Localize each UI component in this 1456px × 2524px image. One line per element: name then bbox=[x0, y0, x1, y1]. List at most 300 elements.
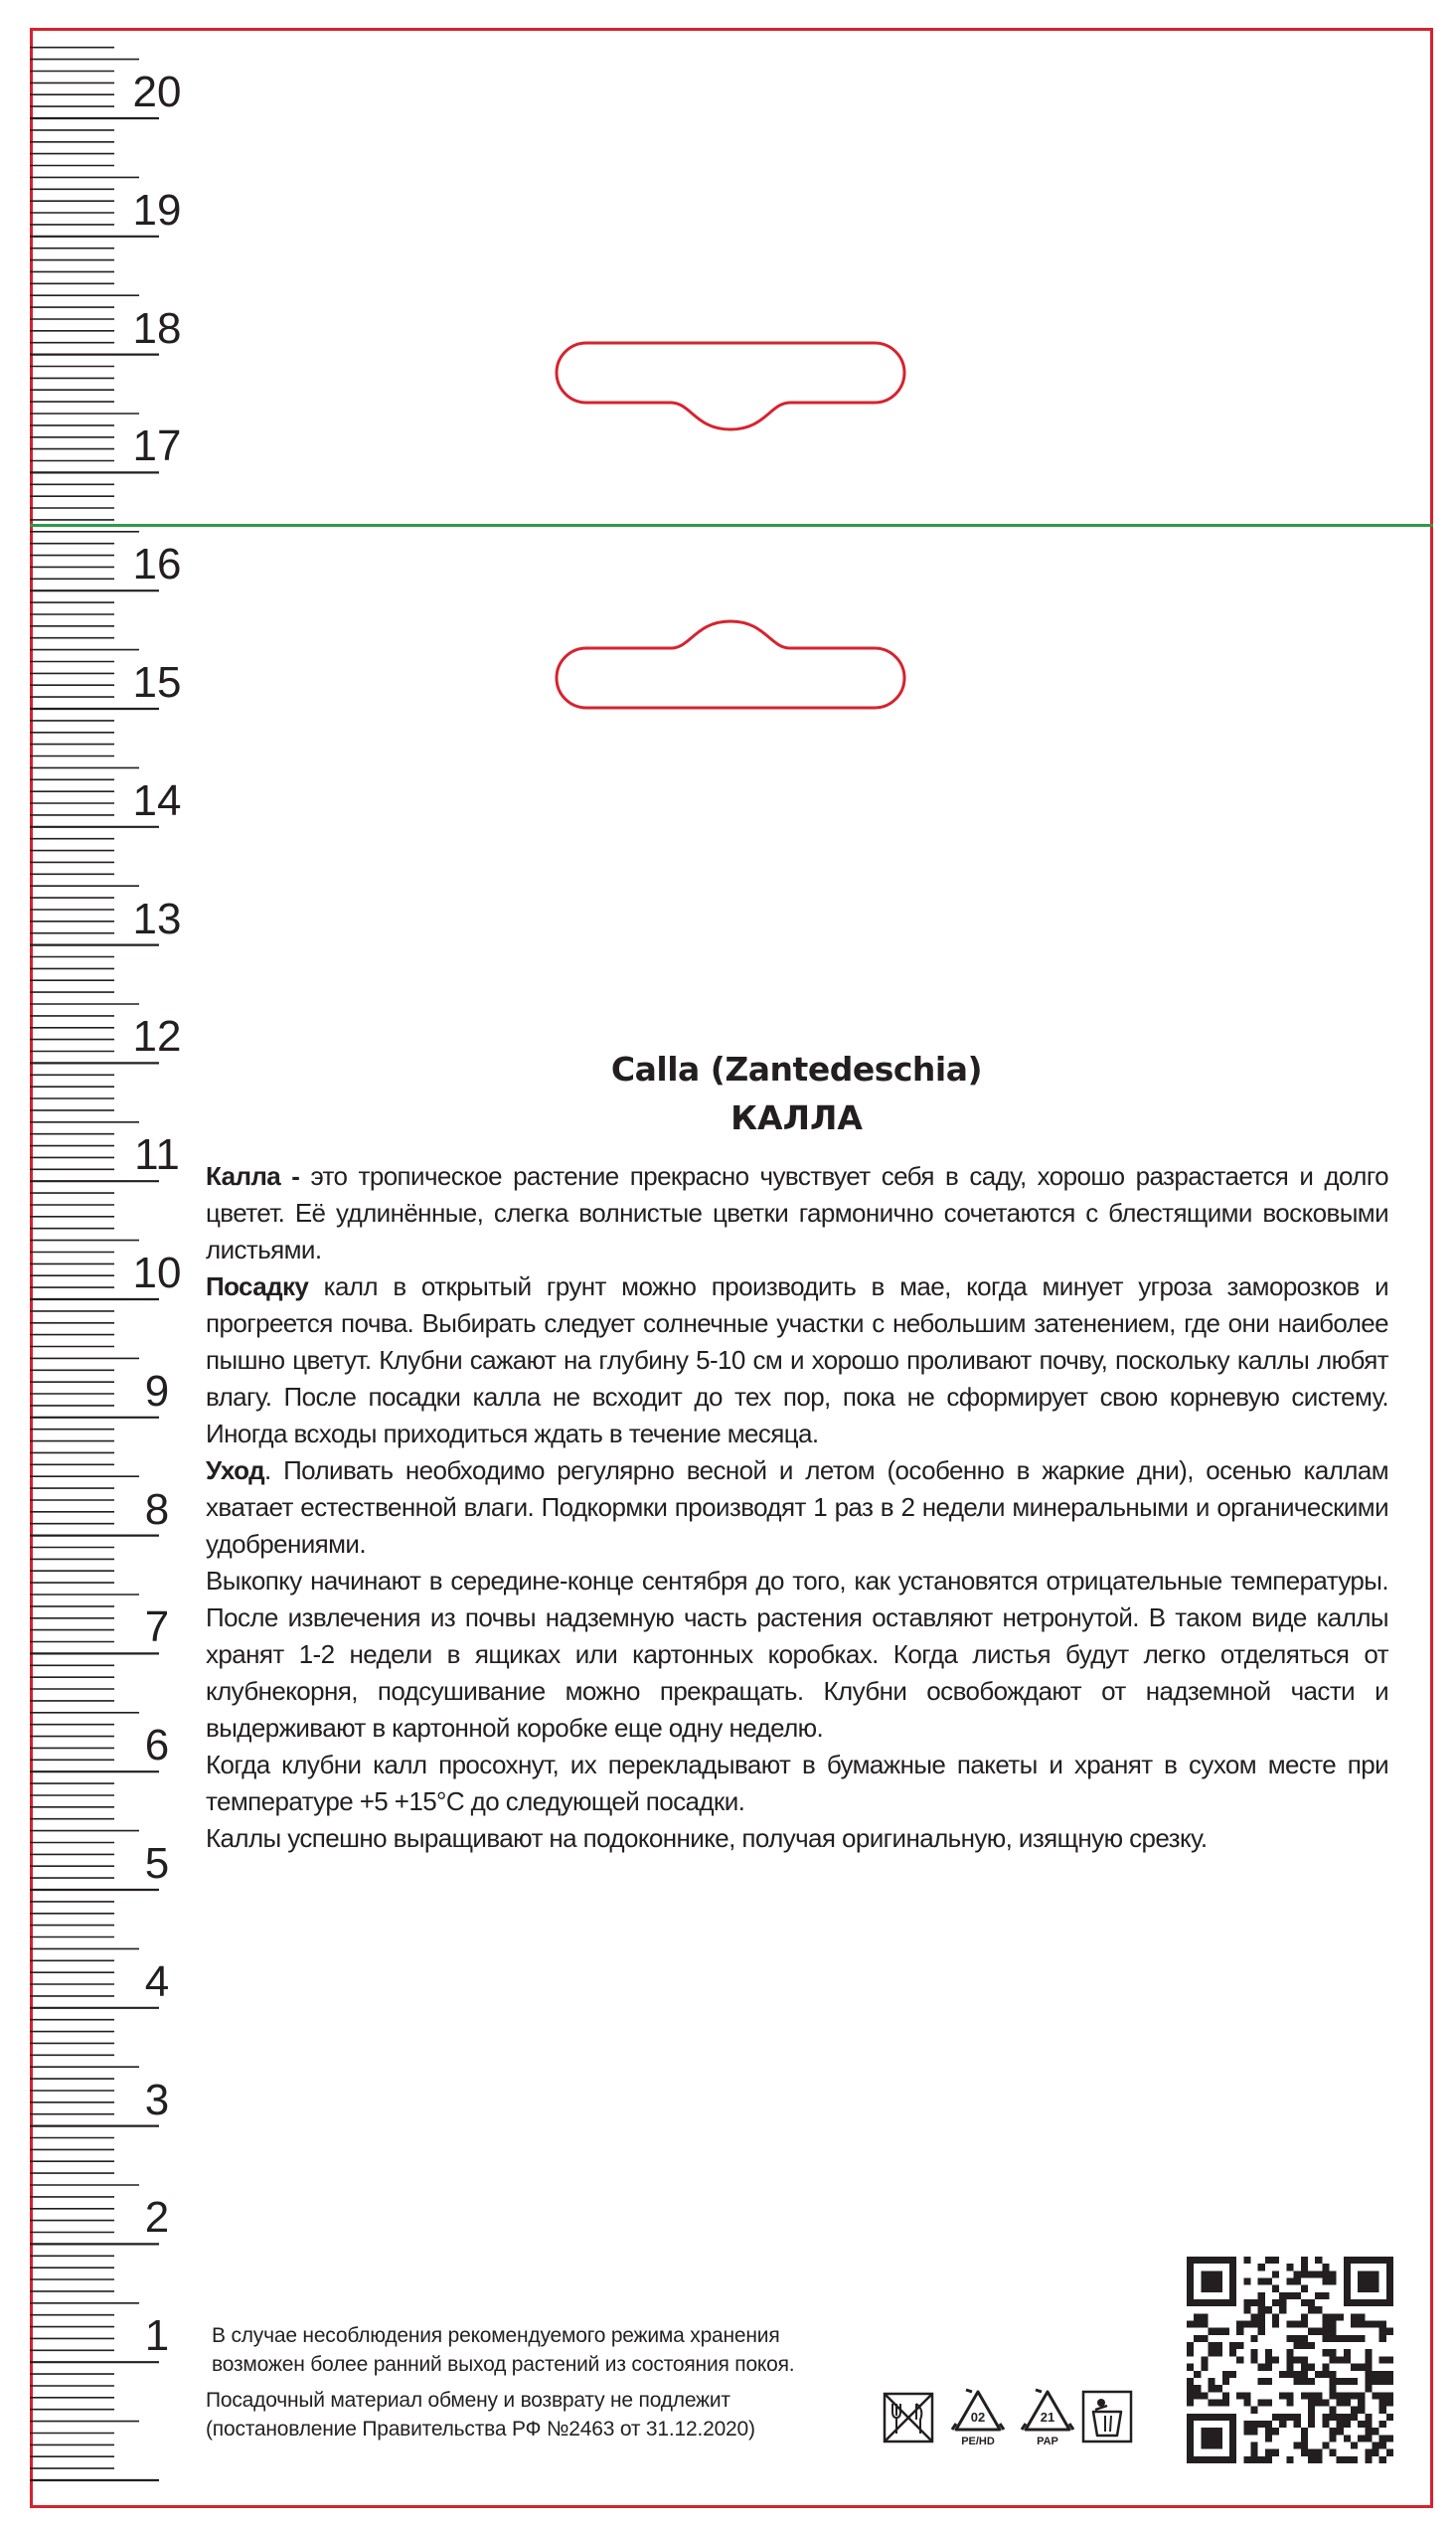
qr-module bbox=[1187, 2285, 1194, 2292]
ruler-number: 10 bbox=[132, 1249, 182, 1297]
packaging-marks bbox=[881, 2386, 1139, 2449]
paragraph-care bbox=[206, 1452, 1388, 1563]
fold-line bbox=[30, 524, 1433, 527]
qr-module bbox=[1358, 2392, 1365, 2399]
qr-module bbox=[1344, 2349, 1351, 2356]
ruler-number: 2 bbox=[144, 2193, 170, 2243]
qr-module bbox=[1351, 2414, 1358, 2421]
qr-module bbox=[1294, 2441, 1301, 2448]
qr-module bbox=[1329, 2414, 1336, 2421]
qr-module bbox=[1209, 2328, 1215, 2335]
qr-module bbox=[1251, 2335, 1258, 2342]
qr-module bbox=[1187, 2278, 1194, 2285]
qr-module bbox=[1301, 2271, 1308, 2277]
qr-module bbox=[1372, 2285, 1378, 2292]
qr-module bbox=[1265, 2449, 1272, 2456]
qr-module bbox=[1322, 2364, 1329, 2371]
ruler-number: 11 bbox=[134, 1130, 180, 1180]
qr-module bbox=[1379, 2378, 1386, 2385]
qr-module bbox=[1258, 2313, 1265, 2320]
qr-module bbox=[1358, 2399, 1365, 2406]
qr-module bbox=[1379, 2421, 1386, 2428]
qr-module bbox=[1251, 2299, 1258, 2306]
qr-module bbox=[1209, 2399, 1215, 2406]
qr-module bbox=[1279, 2421, 1286, 2428]
qr-module bbox=[1251, 2456, 1258, 2463]
qr-module bbox=[1337, 2428, 1344, 2435]
qr-module bbox=[1379, 2399, 1386, 2406]
qr-module bbox=[1243, 2456, 1250, 2463]
qr-module bbox=[1187, 2392, 1194, 2399]
qr-module bbox=[1222, 2456, 1229, 2463]
qr-module bbox=[1386, 2392, 1393, 2399]
qr-module bbox=[1265, 2356, 1272, 2363]
qr-module bbox=[1386, 2356, 1393, 2363]
qr-module bbox=[1258, 2292, 1265, 2299]
qr-module bbox=[1365, 2271, 1372, 2277]
qr-module bbox=[1229, 2428, 1236, 2435]
qr-module bbox=[1187, 2271, 1194, 2277]
qr-module bbox=[1229, 2435, 1236, 2441]
qr-module bbox=[1365, 2356, 1372, 2363]
qr-module bbox=[1372, 2257, 1378, 2264]
qr-module bbox=[1229, 2349, 1236, 2356]
qr-module bbox=[1315, 2328, 1322, 2335]
qr-module bbox=[1351, 2335, 1358, 2342]
qr-module bbox=[1243, 2278, 1250, 2285]
qr-module bbox=[1187, 2378, 1194, 2385]
qr-module bbox=[1243, 2321, 1250, 2328]
qr-module bbox=[1215, 2285, 1222, 2292]
qr-module bbox=[1322, 2349, 1329, 2356]
qr-module bbox=[1344, 2456, 1351, 2463]
qr-module bbox=[1337, 2421, 1344, 2428]
ruler-number: 18 bbox=[132, 303, 182, 353]
qr-module bbox=[1258, 2321, 1265, 2328]
qr-module bbox=[1187, 2385, 1194, 2392]
qr-module bbox=[1265, 2428, 1272, 2435]
qr-module bbox=[1215, 2328, 1222, 2335]
qr-module bbox=[1187, 2342, 1194, 2349]
qr-module bbox=[1365, 2364, 1372, 2371]
qr-module bbox=[1272, 2449, 1279, 2456]
qr-module bbox=[1329, 2385, 1336, 2392]
qr-module bbox=[1209, 2428, 1215, 2435]
qr-module bbox=[1294, 2378, 1301, 2385]
qr-module bbox=[1308, 2399, 1315, 2406]
ruler-number: 19 bbox=[132, 185, 182, 235]
qr-module bbox=[1322, 2421, 1329, 2428]
qr-module bbox=[1243, 2299, 1250, 2306]
qr-module bbox=[1229, 2285, 1236, 2292]
paragraph-text: Каллы успешно выращивают на подоконнике, получая оригинальную, изящную срезку. bbox=[206, 1823, 1208, 1853]
qr-module bbox=[1294, 2356, 1301, 2363]
qr-module bbox=[1301, 2264, 1308, 2271]
qr-module bbox=[1358, 2299, 1365, 2306]
qr-module bbox=[1229, 2449, 1236, 2456]
qr-module bbox=[1322, 2278, 1329, 2285]
qr-module bbox=[1229, 2371, 1236, 2378]
return-policy-line: Посадочный материал обмену и возврату не подлежит bbox=[206, 2389, 730, 2412]
qr-module bbox=[1322, 2441, 1329, 2448]
qr-module bbox=[1222, 2399, 1229, 2406]
qr-module bbox=[1301, 2392, 1308, 2399]
qr-module bbox=[1358, 2257, 1365, 2264]
qr-module bbox=[1251, 2428, 1258, 2435]
care-instructions bbox=[206, 1158, 1388, 1857]
qr-module bbox=[1308, 2328, 1315, 2335]
qr-module bbox=[1308, 2378, 1315, 2385]
storage-warning-line: возможен более ранний выход растений из состояния покоя. bbox=[212, 2353, 795, 2376]
paragraph-text: это тропическое растение прекрасно чувствует себя в саду, хорошо разрастается и долго цветет. Её удлинённые, слегка волнистые цветки гармонично сочетаются с блестящими восковыми листьями. bbox=[206, 1161, 1389, 1264]
qr-module bbox=[1358, 2278, 1365, 2285]
qr-module bbox=[1301, 2356, 1308, 2363]
qr-module bbox=[1215, 2428, 1222, 2435]
qr-module bbox=[1243, 2428, 1250, 2435]
qr-module bbox=[1215, 2342, 1222, 2349]
qr-module bbox=[1329, 2278, 1336, 2285]
qr-module bbox=[1344, 2335, 1351, 2342]
qr-module bbox=[1229, 2271, 1236, 2277]
qr-module bbox=[1337, 2335, 1344, 2342]
qr-module bbox=[1187, 2435, 1194, 2441]
qr-module bbox=[1379, 2321, 1386, 2328]
qr-module bbox=[1344, 2299, 1351, 2306]
qr-module bbox=[1358, 2271, 1365, 2277]
qr-module bbox=[1215, 2399, 1222, 2406]
qr-module bbox=[1329, 2378, 1336, 2385]
qr-module bbox=[1351, 2257, 1358, 2264]
qr-module bbox=[1344, 2292, 1351, 2299]
qr-module bbox=[1329, 2407, 1336, 2414]
qr-module bbox=[1351, 2299, 1358, 2306]
qr-module bbox=[1229, 2278, 1236, 2285]
qr-module bbox=[1294, 2321, 1301, 2328]
qr-module bbox=[1187, 2321, 1194, 2328]
qr-module bbox=[1365, 2257, 1372, 2264]
qr-module bbox=[1365, 2449, 1372, 2456]
qr-module bbox=[1209, 2385, 1215, 2392]
qr-module bbox=[1301, 2371, 1308, 2378]
qr-module bbox=[1215, 2349, 1222, 2356]
ruler-number: 12 bbox=[132, 1012, 182, 1062]
qr-module bbox=[1386, 2264, 1393, 2271]
qr-module bbox=[1386, 2449, 1393, 2456]
qr-module bbox=[1315, 2292, 1322, 2299]
qr-module bbox=[1286, 2456, 1293, 2463]
qr-module bbox=[1187, 2364, 1194, 2371]
qr-module bbox=[1301, 2428, 1308, 2435]
qr-module bbox=[1379, 2299, 1386, 2306]
qr-module bbox=[1372, 2299, 1378, 2306]
qr-module bbox=[1308, 2306, 1315, 2313]
qr-module bbox=[1209, 2435, 1215, 2441]
qr-module bbox=[1358, 2335, 1365, 2342]
qr-module bbox=[1286, 2356, 1293, 2363]
pe-hd-code: 02 bbox=[970, 2410, 986, 2425]
qr-module bbox=[1209, 2271, 1215, 2277]
qr-module bbox=[1229, 2414, 1236, 2421]
paragraph-text: калл в открытый грунт можно производить в мае, когда минует угроза заморозков и прогреется почва. Выбирать следует солнечные участки с небольшим затенением, где они наиболее пышно цветут. Клубни сажают на глубину 5-10 см и хорошо проливают почву, поскольку каллы любят влагу. После посадки калла не всходит до тех пор, пока не сформирует свою корневую систему. Иногда всходы приходиться ждать в течение месяца. bbox=[206, 1271, 1388, 1448]
qr-module bbox=[1209, 2278, 1215, 2285]
qr-module bbox=[1358, 2313, 1365, 2320]
qr-module bbox=[1294, 2278, 1301, 2285]
ruler-number: 15 bbox=[132, 658, 182, 707]
qr-module bbox=[1294, 2421, 1301, 2428]
qr-module bbox=[1315, 2456, 1322, 2463]
qr-module bbox=[1365, 2456, 1372, 2463]
qr-module bbox=[1209, 2257, 1215, 2264]
qr-module bbox=[1301, 2321, 1308, 2328]
qr-module bbox=[1337, 2378, 1344, 2385]
qr-module bbox=[1301, 2378, 1308, 2385]
qr-module bbox=[1265, 2399, 1272, 2406]
qr-module bbox=[1187, 2349, 1194, 2356]
qr-module bbox=[1222, 2257, 1229, 2264]
qr-module bbox=[1209, 2299, 1215, 2306]
qr-module bbox=[1201, 2435, 1208, 2441]
qr-module bbox=[1209, 2378, 1215, 2385]
qr-module bbox=[1315, 2449, 1322, 2456]
qr-module bbox=[1386, 2414, 1393, 2421]
qr-module bbox=[1386, 2292, 1393, 2299]
qr-module bbox=[1258, 2306, 1265, 2313]
qr-module bbox=[1251, 2441, 1258, 2448]
qr-module bbox=[1344, 2278, 1351, 2285]
qr-module bbox=[1372, 2441, 1378, 2448]
qr-module bbox=[1265, 2306, 1272, 2313]
qr-module bbox=[1265, 2421, 1272, 2428]
ruler-number: 1 bbox=[144, 2311, 170, 2361]
qr-module bbox=[1187, 2449, 1194, 2456]
qr-module bbox=[1187, 2299, 1194, 2306]
qr-module bbox=[1229, 2456, 1236, 2463]
latin-title: Calla (Zantedeschia) bbox=[610, 1050, 983, 1089]
qr-module bbox=[1301, 2364, 1308, 2371]
qr-module bbox=[1194, 2392, 1201, 2399]
qr-module bbox=[1322, 2292, 1329, 2299]
qr-module bbox=[1337, 2313, 1344, 2320]
qr-module bbox=[1258, 2299, 1265, 2306]
qr-module bbox=[1272, 2299, 1279, 2306]
qr-module bbox=[1365, 2371, 1372, 2378]
qr-module bbox=[1315, 2399, 1322, 2406]
qr-module bbox=[1209, 2456, 1215, 2463]
qr-module bbox=[1194, 2335, 1201, 2342]
qr-module bbox=[1379, 2257, 1386, 2264]
qr-module bbox=[1194, 2414, 1201, 2421]
qr-module bbox=[1209, 2342, 1215, 2349]
qr-module bbox=[1358, 2435, 1365, 2441]
paragraph-lead: Посадку bbox=[206, 1271, 309, 1301]
qr-module bbox=[1329, 2392, 1336, 2399]
qr-module bbox=[1286, 2399, 1293, 2406]
qr-module bbox=[1201, 2356, 1208, 2363]
paragraph-text: . Поливать необходимо регулярно весной и летом (особенно в жаркие дни), осенью каллам хватает естественной влаги. Подкормки производят 1 раз в 2 недели минеральными и органическими удобрениями. bbox=[206, 1455, 1388, 1559]
qr-module bbox=[1201, 2414, 1208, 2421]
qr-module bbox=[1215, 2278, 1222, 2285]
ruler-number: 14 bbox=[132, 775, 182, 825]
qr-module bbox=[1201, 2285, 1208, 2292]
ruler-number: 17 bbox=[132, 421, 182, 471]
qr-module bbox=[1272, 2257, 1279, 2264]
qr-module bbox=[1379, 2356, 1386, 2363]
title-block bbox=[203, 1046, 1390, 1143]
recycle-pe-hd-icon bbox=[950, 2386, 1006, 2449]
qr-module bbox=[1294, 2414, 1301, 2421]
qr-module bbox=[1272, 2285, 1279, 2292]
qr-module bbox=[1329, 2449, 1336, 2456]
qr-module bbox=[1229, 2299, 1236, 2306]
qr-module bbox=[1329, 2349, 1336, 2356]
qr-module bbox=[1286, 2371, 1293, 2378]
qr-module bbox=[1386, 2271, 1393, 2277]
qr-module bbox=[1222, 2299, 1229, 2306]
qr-module bbox=[1251, 2313, 1258, 2320]
qr-module bbox=[1215, 2299, 1222, 2306]
qr-module bbox=[1215, 2441, 1222, 2448]
qr-module bbox=[1251, 2449, 1258, 2456]
qr-module bbox=[1265, 2378, 1272, 2385]
qr-module bbox=[1243, 2421, 1250, 2428]
qr-module bbox=[1322, 2271, 1329, 2277]
qr-module bbox=[1215, 2456, 1222, 2463]
ruler-number: 9 bbox=[144, 1366, 170, 1416]
qr-module bbox=[1265, 2349, 1272, 2356]
qr-module bbox=[1329, 2271, 1336, 2277]
qr-module bbox=[1315, 2306, 1322, 2313]
qr-module bbox=[1201, 2321, 1208, 2328]
qr-module bbox=[1308, 2456, 1315, 2463]
qr-module bbox=[1344, 2356, 1351, 2363]
qr-module bbox=[1187, 2264, 1194, 2271]
qr-module bbox=[1379, 2371, 1386, 2378]
qr-module bbox=[1308, 2342, 1315, 2349]
qr-module bbox=[1315, 2392, 1322, 2399]
paragraph-windowsill bbox=[206, 1820, 1388, 1857]
qr-module bbox=[1236, 2356, 1243, 2363]
qr-module bbox=[1251, 2356, 1258, 2363]
qr-module bbox=[1251, 2407, 1258, 2414]
qr-module bbox=[1301, 2299, 1308, 2306]
paragraph-lead: Уход bbox=[206, 1455, 264, 1485]
qr-module bbox=[1344, 2285, 1351, 2292]
paragraph-planting bbox=[206, 1268, 1388, 1452]
qr-module bbox=[1365, 2435, 1372, 2441]
qr-module bbox=[1236, 2392, 1243, 2399]
qr-module bbox=[1229, 2257, 1236, 2264]
qr-module bbox=[1215, 2435, 1222, 2441]
qr-module bbox=[1365, 2278, 1372, 2285]
qr-module bbox=[1301, 2257, 1308, 2264]
qr-module bbox=[1279, 2392, 1286, 2399]
qr-module bbox=[1301, 2449, 1308, 2456]
qr-module bbox=[1322, 2414, 1329, 2421]
qr-module bbox=[1215, 2271, 1222, 2277]
qr-module bbox=[1337, 2399, 1344, 2406]
qr-module bbox=[1279, 2306, 1286, 2313]
qr-module bbox=[1351, 2321, 1358, 2328]
qr-module bbox=[1386, 2328, 1393, 2335]
qr-module bbox=[1379, 2328, 1386, 2335]
qr-module bbox=[1251, 2421, 1258, 2428]
paragraph-intro bbox=[206, 1158, 1388, 1268]
qr-module bbox=[1365, 2378, 1372, 2385]
qr-module bbox=[1308, 2449, 1315, 2456]
qr-module bbox=[1322, 2264, 1329, 2271]
qr-module bbox=[1294, 2371, 1301, 2378]
qr-module bbox=[1258, 2264, 1265, 2271]
qr-module bbox=[1194, 2321, 1201, 2328]
pap-code: 21 bbox=[1040, 2410, 1055, 2425]
qr-module bbox=[1337, 2456, 1344, 2463]
qr-module bbox=[1301, 2313, 1308, 2320]
qr-module bbox=[1201, 2278, 1208, 2285]
qr-module bbox=[1344, 2378, 1351, 2385]
qr-module bbox=[1236, 2328, 1243, 2335]
qr-module bbox=[1351, 2378, 1358, 2385]
qr-module bbox=[1201, 2271, 1208, 2277]
qr-module bbox=[1308, 2364, 1315, 2371]
qr-module bbox=[1265, 2278, 1272, 2285]
qr-module bbox=[1286, 2278, 1293, 2285]
qr-module bbox=[1365, 2349, 1372, 2356]
qr-module bbox=[1201, 2257, 1208, 2264]
qr-module bbox=[1243, 2257, 1250, 2264]
qr-module bbox=[1236, 2342, 1243, 2349]
qr-module bbox=[1315, 2371, 1322, 2378]
qr-module bbox=[1386, 2378, 1393, 2385]
qr-module bbox=[1194, 2385, 1201, 2392]
qr-module bbox=[1351, 2392, 1358, 2399]
qr-module bbox=[1372, 2371, 1378, 2378]
qr-module bbox=[1358, 2407, 1365, 2414]
return-policy-line: (постановление Правительства РФ №2463 от 31.12.2020) bbox=[206, 2418, 755, 2440]
ruler-number: 20 bbox=[132, 68, 182, 116]
qr-module bbox=[1215, 2414, 1222, 2421]
qr-module bbox=[1258, 2399, 1265, 2406]
qr-module bbox=[1229, 2292, 1236, 2299]
qr-module bbox=[1365, 2428, 1372, 2435]
qr-module bbox=[1222, 2371, 1229, 2378]
qr-module bbox=[1365, 2421, 1372, 2428]
qr-module bbox=[1379, 2392, 1386, 2399]
qr-module bbox=[1286, 2292, 1293, 2299]
qr-module bbox=[1294, 2292, 1301, 2299]
qr-module bbox=[1229, 2421, 1236, 2428]
storage-warning bbox=[212, 2321, 907, 2379]
qr-module bbox=[1365, 2385, 1372, 2392]
qr-module bbox=[1386, 2399, 1393, 2406]
qr-module bbox=[1372, 2278, 1378, 2285]
qr-module bbox=[1222, 2378, 1229, 2385]
qr-module bbox=[1351, 2441, 1358, 2448]
qr-module bbox=[1201, 2364, 1208, 2371]
qr-code bbox=[1187, 2257, 1393, 2463]
qr-module bbox=[1222, 2392, 1229, 2399]
qr-module bbox=[1329, 2313, 1336, 2320]
qr-module bbox=[1187, 2456, 1194, 2463]
qr-module bbox=[1322, 2399, 1329, 2406]
qr-module bbox=[1365, 2414, 1372, 2421]
qr-module bbox=[1379, 2456, 1386, 2463]
qr-module bbox=[1272, 2414, 1279, 2421]
russian-title: КАЛЛА bbox=[730, 1098, 863, 1137]
qr-module bbox=[1201, 2428, 1208, 2435]
qr-module bbox=[1351, 2456, 1358, 2463]
qr-module bbox=[1201, 2313, 1208, 2320]
qr-module bbox=[1329, 2356, 1336, 2363]
